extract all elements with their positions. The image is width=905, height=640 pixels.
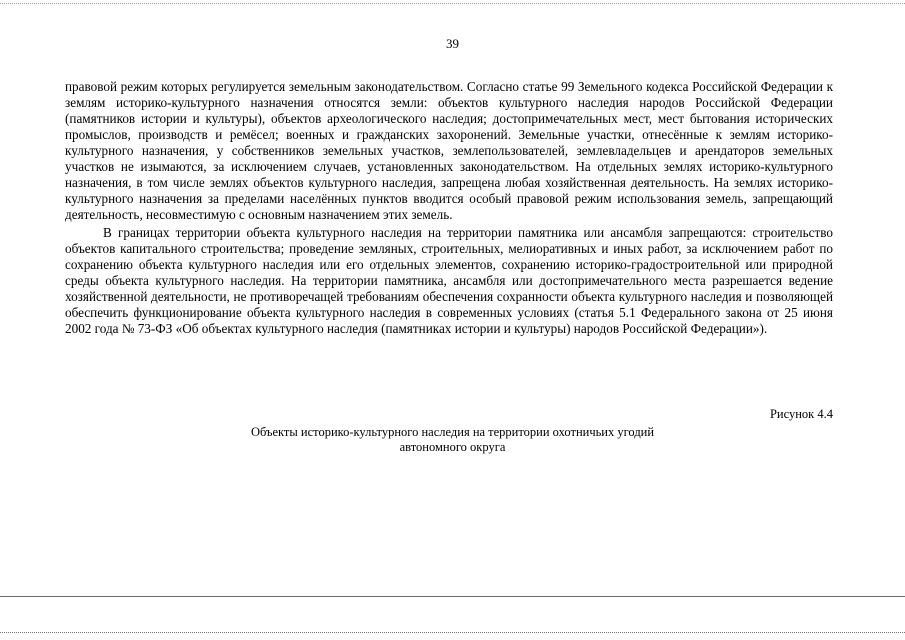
figure-caption [0,425,905,455]
figure-caption-line-2: автономного округа [399,440,506,454]
scan-artifact-top [0,3,905,4]
scan-artifact-bottom [0,632,905,633]
figure-label: Рисунок 4.4 [769,407,833,421]
body-text [65,79,833,337]
paragraph-2: В границах территории объекта культурного наследия на территории памятника или ансамбля запрещаются: строительство объектов капитального строительства; проведение земляных, строительных, мелиоративных и иных работ, за исключением работ по сохранению объекта культурного наследия или его отдельных элементов, сохранению историко-градостроительной или природной среды объекта культурного наследия. На территории памятника, ансамбля или достопримечательного места разрешается ведение хозяйственной деятельности, не противоречащей требованиям обеспечения сохранности объекта культурного наследия и позволяющей обеспечить функционирование объекта культурного наследия в современных условиях (статья 5.1 Федерального закона от 25 июня 2002 года № 73-ФЗ «Об объектах культурного наследия (памятниках истории и культуры) народов Российской Федерации»). [65,225,833,336]
footer-rule [0,596,905,597]
paragraph-1: правовой режим которых регулируется земельным законодательством. Согласно статье 99 Земельного кодекса Российской Федерации к землям историко-культурного назначения относятся земли: объектов культурного наследия народов Российской Федерации (памятников истории и культуры), объектов археологического наследия; достопримечательных мест, мест бытования исторических промыслов, производств и ремёсел; военных и гражданских захоронений. Земельные участки, отнесённые к землям историко-культурного назначения, у собственников земельных участков, землепользователей, землевладельцев и арендаторов земельных участков не изымаются, за исключением случаев, установленных законодательством. На отдельных землях историко-культурного назначения, в том числе землях объектов культурного наследия, запрещена любая хозяйственная деятельность. На землях историко-культурного назначения за пределами населённых пунктов вводится особый правовой режим использования земель, запрещающий деятельность, несовместимую с основным назначением этих земель. [65,79,833,222]
figure-caption-line-1: Объекты историко-культурного наследия на территории охотничьих угодий [250,425,655,439]
page-number: 39 [446,36,459,51]
